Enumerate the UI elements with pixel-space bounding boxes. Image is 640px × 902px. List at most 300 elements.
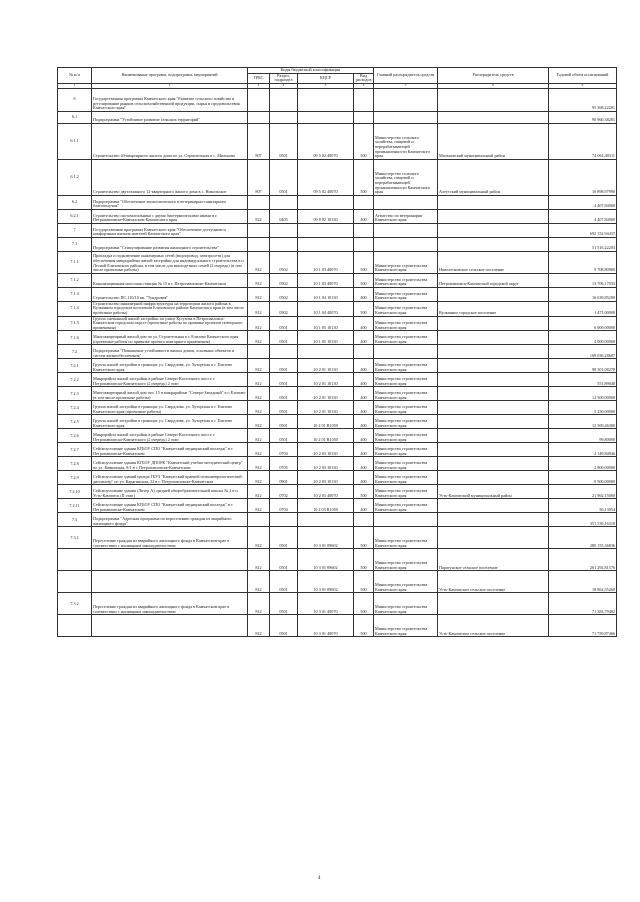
row-number: 7.2 [58, 345, 92, 359]
row-grbs: 812 [248, 401, 270, 415]
row-name [92, 571, 248, 593]
row-name: Подпрограмма "Адресная программа по переселению граждан из аварийного жилищного фонда" [92, 513, 248, 527]
row-razdel: 0501 [270, 593, 298, 615]
row-vid: 500 [354, 159, 374, 195]
row-vid [354, 237, 374, 251]
row-vid [354, 111, 374, 123]
row-grbs: 812 [248, 387, 270, 401]
row-number [58, 571, 92, 593]
row-manager: Новолесновское сельское поселение [438, 251, 549, 273]
column-index: 2 [92, 83, 248, 88]
row-main-manager [374, 88, 438, 111]
row-vid: 400 [354, 457, 374, 471]
row-manager [438, 88, 549, 111]
table-row [58, 549, 617, 571]
table-row [58, 273, 617, 287]
page-number: 4 [318, 876, 321, 881]
table-row [58, 457, 617, 471]
row-main-manager [374, 111, 438, 123]
row-amount: 261 292,81576 [549, 549, 617, 571]
row-grbs: 812 [248, 615, 270, 637]
row-manager [438, 401, 549, 415]
row-razdel: 0501 [270, 615, 298, 637]
row-amount: 21 962,15000 [549, 485, 617, 499]
row-main-manager: Министерство строительства Камчатского края [374, 499, 438, 513]
row-razdel: 0501 [270, 123, 298, 159]
row-amount: 692 152,94437 [549, 223, 617, 237]
table-row [58, 485, 617, 499]
row-razdel: 0702 [270, 485, 298, 499]
row-manager [438, 499, 549, 513]
row-main-manager: Министерство строительства Камчатского края [374, 485, 438, 499]
row-number: 6.2 [58, 195, 92, 209]
row-ktsr: 10 2 01 10130 [298, 401, 354, 415]
row-main-manager: Министерство строительства Камчатского края [374, 401, 438, 415]
row-number: 7.1.6 [58, 331, 92, 345]
table-row [58, 471, 617, 485]
row-grbs: 812 [248, 331, 270, 345]
row-razdel: 0704 [270, 499, 298, 513]
row-ktsr: 09 5 02 40070 [298, 123, 354, 159]
row-manager [438, 415, 549, 429]
table-row [58, 499, 617, 513]
row-name: Подпрограмма "Стимулирование развития жилищного строительства" [92, 237, 248, 251]
row-grbs: 812 [248, 301, 270, 316]
row-vid: 500 [354, 615, 374, 637]
table-row [58, 401, 617, 415]
header-main-manager: Главный распорядитель средств [374, 68, 438, 84]
row-amount: 99,80000 [549, 429, 617, 443]
row-main-manager [374, 345, 438, 359]
table-row [58, 316, 617, 331]
row-vid: 400 [354, 359, 374, 373]
row-main-manager: Министерство строительства Камчатского края [374, 301, 438, 316]
header-num: № п/п [58, 68, 92, 84]
header-manager: Распорядитель средств [438, 68, 549, 84]
row-manager [438, 527, 549, 549]
row-razdel: 0501 [270, 549, 298, 571]
row-ktsr: 10 2 01 10130 [298, 387, 354, 401]
row-amount: 13 706,17033 [549, 273, 617, 287]
row-ktsr [298, 237, 354, 251]
row-vid: 500 [354, 251, 374, 273]
row-ktsr: 10 1 04 10130 [298, 287, 354, 301]
row-vid: 500 [354, 549, 374, 571]
row-name: Государственная программа Камчатского края "Обеспечение доступным и комфортным жильем жителей Камчатского края" [92, 223, 248, 237]
row-main-manager: Министерство строительства Камчатского края [374, 571, 438, 593]
row-number: 7.1.2 [58, 273, 92, 287]
row-main-manager: Министерство строительства Камчатского края [374, 415, 438, 429]
row-manager: Мильковский муниципальный район [438, 123, 549, 159]
table-row [58, 359, 617, 373]
row-amount: 98 301,08278 [549, 359, 617, 373]
row-vid: 400 [354, 316, 374, 331]
row-number: 7.2.7 [58, 443, 92, 457]
row-grbs: 822 [248, 209, 270, 223]
row-razdel: 0502 [270, 273, 298, 287]
row-name: Сейсмоусиление здания (Литер А) средней общеобразовательной школы № 2 в п. Усть-Камчатск (II этап) [92, 485, 248, 499]
row-amount: 12 500,00000 [549, 387, 617, 401]
row-number: 7.2.9 [58, 471, 92, 485]
row-amount: 74 061,40311 [549, 123, 617, 159]
row-grbs: 812 [248, 549, 270, 571]
table-row [58, 429, 617, 443]
row-name: Группа жилой застройки в границах ул. Свердлова, ул. Хуторская в г. Елизово Камчатского края (проектные работы) [92, 401, 248, 415]
row-main-manager [374, 223, 438, 237]
row-vid [354, 195, 374, 209]
row-ktsr: 10 3 01 09602 [298, 527, 354, 549]
row-razdel: 0502 [270, 301, 298, 316]
row-name: Сейсмоусиление здания КГБОУ СПО "Камчатский медицинский колледж" в г. Петропавловске-Камчатском [92, 443, 248, 457]
row-razdel: 0501 [270, 401, 298, 415]
row-name: Прокладка и подключение инженерных сетей (водопровод, электросети) для обеспечения микрорайона жилой застройки для индивидуального строительства в п. Лесной Елизовского района, в том числе для многодетных семей (2 очередь) (в том числе проектные работы) [92, 251, 248, 273]
row-ktsr: 10 2 03 R1050 [298, 499, 354, 513]
row-vid: 400 [354, 429, 374, 443]
row-razdel: 0501 [270, 415, 298, 429]
row-name: Переселение граждан из аварийного жилищного фонда в Камчатском крае в соответствии с жилищным законодательством [92, 593, 248, 615]
row-number: 7 [58, 223, 92, 237]
table-row [58, 251, 617, 273]
row-manager [438, 237, 549, 251]
table-row [58, 159, 617, 195]
row-name [92, 615, 248, 637]
row-amount: 95 368,22201 [549, 88, 617, 111]
row-grbs: 812 [248, 251, 270, 273]
row-manager [438, 111, 549, 123]
row-ktsr: 10 2 01 10130 [298, 359, 354, 373]
row-name: Группа жилой застройки в границах ул. Свердлова, ул. Хуторская в г. Елизово Камчатского края [92, 359, 248, 373]
row-amount: 90 960,38201 [549, 111, 617, 123]
row-vid: 500 [354, 593, 374, 615]
row-manager: Петропавловск-Камчатский городской округ [438, 273, 549, 287]
table-row [58, 223, 617, 237]
table-row [58, 195, 617, 209]
row-razdel [270, 223, 298, 237]
table-row [58, 415, 617, 429]
row-manager [438, 429, 549, 443]
row-grbs [248, 195, 270, 209]
row-manager: Усть-Камчатский муниципальный район [438, 485, 549, 499]
row-name: Группа жилой застройки в границах ул. Свердлова, ул. Хуторская в г. Елизово Камчатского края [92, 415, 248, 429]
column-index: 9 [549, 83, 617, 88]
row-name: Подпрограмма "Устойчивое развитие сельских территорий" [92, 111, 248, 123]
row-razdel: 0501 [270, 387, 298, 401]
row-grbs [248, 237, 270, 251]
row-ktsr: 10 1 03 40070 [298, 251, 354, 273]
row-grbs: 812 [248, 429, 270, 443]
row-vid: 400 [354, 209, 374, 223]
table-row [58, 123, 617, 159]
row-main-manager: Министерство строительства Камчатского края [374, 273, 438, 287]
row-number: 7.1.1 [58, 251, 92, 273]
row-ktsr: 10 1 03 40070 [298, 273, 354, 287]
row-manager [438, 359, 549, 373]
row-vid: 500 [354, 485, 374, 499]
row-razdel [270, 237, 298, 251]
row-number: 7.2.1 [58, 359, 92, 373]
row-vid [354, 223, 374, 237]
row-number: 7.1 [58, 237, 92, 251]
row-vid [354, 345, 374, 359]
row-ktsr: 10 1 04 40070 [298, 301, 354, 316]
row-amount: 16 898,97990 [549, 159, 617, 195]
row-amount: 50,13054 [549, 499, 617, 513]
row-amount: 51 516,22203 [549, 237, 617, 251]
row-ktsr: 10 2 03 10130 [298, 443, 354, 457]
table-row [58, 345, 617, 359]
row-amount: 4 000,00000 [549, 331, 617, 345]
column-index: 5 [298, 83, 354, 88]
row-grbs [248, 88, 270, 111]
row-ktsr: 10 2 01 10130 [298, 373, 354, 387]
row-name: Строительство ПС 110/10 кв. "Тундровая" [92, 287, 248, 301]
row-number: 6 [58, 88, 92, 111]
row-ktsr: 09 8 02 10130 [298, 209, 354, 223]
row-ktsr [298, 513, 354, 527]
row-razdel: 0704 [270, 443, 298, 457]
row-name: Канализационная насосная станция № 15 в г. Петропавловске-Камчатском [92, 273, 248, 287]
row-grbs: 812 [248, 571, 270, 593]
row-manager [438, 209, 549, 223]
row-name: Строительство 40-квартирного жилого дома по ул. Строительная в с. Мильково [92, 123, 248, 159]
row-amount: 6 000,00000 [549, 316, 617, 331]
row-main-manager: Министерство сельского хозяйства, пищевой и перерабатывающей промышленности Камчатского края [374, 159, 438, 195]
header-razdel: Раздел, подраздел [270, 73, 298, 83]
table-row [58, 387, 617, 401]
row-razdel: 0501 [270, 527, 298, 549]
row-grbs [248, 345, 270, 359]
row-ktsr [298, 88, 354, 111]
table-row [58, 88, 617, 111]
row-grbs: 812 [248, 359, 270, 373]
row-manager [438, 287, 549, 301]
row-number: 6.1.1 [58, 123, 92, 159]
row-name: Сейсмоусиление зданий центра ГБУЗ "Камчатский краевой психоневрологический диспансер" по ул. Карагинская, 22 в г. Петропавловске-Камчатском [92, 471, 248, 485]
row-ktsr: 10 3 01 40070 [298, 593, 354, 615]
row-grbs: 812 [248, 485, 270, 499]
row-grbs: 812 [248, 527, 270, 549]
row-manager [438, 195, 549, 209]
row-vid: 500 [354, 571, 374, 593]
row-name: Микрорайон жилой застройки в районе Северо-Восточного шоссе г. Петропавловска-Камчатского (2 очередь) 2 этап [92, 429, 248, 443]
row-name: Строительство двухэтажного 12-квартирного жилого дома в с. Никольское [92, 159, 248, 195]
row-amount: 5 250,00000 [549, 401, 617, 415]
row-razdel: 0901 [270, 471, 298, 485]
row-main-manager: Министерство строительства Камчатского края [374, 287, 438, 301]
row-razdel: 0502 [270, 251, 298, 273]
row-razdel [270, 513, 298, 527]
header-name: Наименование программ, подпрограмм, мероприятий [92, 68, 248, 84]
row-number [58, 549, 92, 571]
row-manager [438, 345, 549, 359]
row-number: 7.2.11 [58, 499, 92, 513]
row-grbs: 812 [248, 457, 270, 471]
row-main-manager: Министерство строительства Камчатского края [374, 457, 438, 471]
row-manager [438, 331, 549, 345]
row-vid: 400 [354, 287, 374, 301]
row-amount: 551,89048 [549, 373, 617, 387]
row-amount: 4 407,84000 [549, 195, 617, 209]
row-vid [354, 88, 374, 111]
table-row [58, 373, 617, 387]
table-row [58, 111, 617, 123]
row-name: Микрорайон жилой застройки в районе Северо-Восточного шоссе г. Петропавловска-Камчатского (2 очередь) 2 этап [92, 373, 248, 387]
row-ktsr: 10 2 01 R1050 [298, 429, 354, 443]
table-row [58, 237, 617, 251]
row-number: 7.1.5 [58, 316, 92, 331]
row-amount: 1 471,00000 [549, 301, 617, 316]
row-main-manager [374, 237, 438, 251]
row-vid: 400 [354, 387, 374, 401]
row-razdel: 0501 [270, 571, 298, 593]
row-number: 7.1.4 [58, 301, 92, 316]
row-razdel: 0502 [270, 287, 298, 301]
table-row [58, 443, 617, 457]
row-amount: 18 862,55260 [549, 571, 617, 593]
row-ktsr: 10 1 05 10130 [298, 316, 354, 331]
row-number: 7.3 [58, 513, 92, 527]
row-ktsr [298, 345, 354, 359]
row-main-manager: Агентство по ветеринарии Камчатского края [374, 209, 438, 223]
row-number: 7.2.4 [58, 401, 92, 415]
header-kbk-group: Коды бюджетной классификации [248, 68, 374, 74]
row-manager [438, 457, 549, 471]
row-ktsr: 10 2 01 R1050 [298, 415, 354, 429]
table-body [58, 88, 617, 637]
header-ktsr: КЦСР [298, 73, 354, 83]
table-row [58, 527, 617, 549]
row-vid: 500 [354, 527, 374, 549]
row-razdel: 0705 [270, 457, 298, 471]
row-vid: 400 [354, 415, 374, 429]
table-row [58, 301, 617, 316]
row-amount: 280 155,36836 [549, 527, 617, 549]
row-grbs [248, 223, 270, 237]
row-name: Многоквартирный жилой дом по ул. Строительная в г. Елизово Камчатского края (проектные работы по привязке проекта повторного применения) [92, 331, 248, 345]
row-ktsr: 09 5 02 40070 [298, 159, 354, 195]
row-razdel: 0405 [270, 209, 298, 223]
row-number: 7.2.8 [58, 457, 92, 471]
row-manager [438, 373, 549, 387]
row-ktsr: 10 3 01 09602 [298, 549, 354, 571]
column-index: 7 [374, 83, 438, 88]
row-ktsr: 10 1 05 10130 [298, 331, 354, 345]
budget-table [57, 67, 617, 637]
row-manager: Вулканное городское поселение [438, 301, 549, 316]
row-razdel [270, 111, 298, 123]
row-manager [438, 443, 549, 457]
row-number: 6.1.2 [58, 159, 92, 195]
row-vid: 400 [354, 373, 374, 387]
row-vid: 500 [354, 273, 374, 287]
header-vid: Вид расходов [354, 73, 374, 83]
row-ktsr: 10 2 03 40070 [298, 485, 354, 499]
row-main-manager: Министерство сельского хозяйства, пищевой и перерабатывающей промышленности Камчатского края [374, 123, 438, 159]
row-number: 7.2.6 [58, 429, 92, 443]
row-grbs: 807 [248, 123, 270, 159]
column-index: 6 [354, 83, 374, 88]
row-number: 7.2.5 [58, 415, 92, 429]
row-razdel [270, 88, 298, 111]
table-row [58, 513, 617, 527]
row-number: 7.3.2 [58, 593, 92, 615]
table-row [58, 571, 617, 593]
row-grbs: 812 [248, 287, 270, 301]
row-number: 7.2.2 [58, 373, 92, 387]
row-name: Группа смешанной жилой застройки по улице Кутузова в Петропавловск-Камчатском городском округе (проектные работы по привязке проектов повторного применения) [92, 316, 248, 331]
row-amount: 71 383,79482 [549, 593, 617, 615]
row-name: Многоквартирный жилой дом поз. 15 в микрорайоне "Северо-Западный" в г. Елизово (в том числе проектные работы) [92, 387, 248, 401]
row-grbs: 812 [248, 471, 270, 485]
row-vid: 500 [354, 301, 374, 316]
row-manager: Паратунское сельское поселение [438, 549, 549, 571]
row-ktsr: 10 2 03 10130 [298, 457, 354, 471]
row-main-manager: Министерство строительства Камчатского края [374, 429, 438, 443]
row-vid: 500 [354, 123, 374, 159]
row-name: Подпрограмма "Обеспечение эпизоотического и ветеринарно-санитарного благополучия" [92, 195, 248, 209]
row-main-manager: Министерство строительства Камчатского края [374, 527, 438, 549]
row-manager [438, 316, 549, 331]
row-number: 7.2.3 [58, 387, 92, 401]
row-razdel: 0501 [270, 429, 298, 443]
row-name: Подпрограмма "Повышение устойчивости жилых домов, основных объектов и систем жизнеобеспечения" [92, 345, 248, 359]
row-vid [354, 513, 374, 527]
header-total: Годовой объем ассигнований [549, 68, 617, 84]
column-index: 8 [438, 83, 549, 88]
row-manager [438, 513, 549, 527]
row-main-manager [374, 195, 438, 209]
row-main-manager: Министерство строительства Камчатского края [374, 471, 438, 485]
row-main-manager: Министерство строительства Камчатского края [374, 331, 438, 345]
row-razdel: 0501 [270, 159, 298, 195]
row-amount: 4 407,84000 [549, 209, 617, 223]
row-main-manager: Министерство строительства Камчатского края [374, 615, 438, 637]
row-amount: 71 759,87466 [549, 615, 617, 637]
row-name: Сейсмоусиление здания КГБОУ СПО "Камчатский медицинский колледж" в г. Петропавловске-Камчатском [92, 499, 248, 513]
row-vid: 400 [354, 401, 374, 415]
row-ktsr: 10 3 01 09602 [298, 571, 354, 593]
row-main-manager: Министерство строительства Камчатского края [374, 443, 438, 457]
row-manager: Усть-Камчатское сельское поселение [438, 615, 549, 637]
row-ktsr [298, 195, 354, 209]
row-number: 7.2.10 [58, 485, 92, 499]
row-number: 6.2.1 [58, 209, 92, 223]
row-razdel [270, 195, 298, 209]
row-main-manager: Министерство строительства Камчатского края [374, 549, 438, 571]
row-ktsr [298, 223, 354, 237]
row-manager [438, 593, 549, 615]
row-number: 7.1.3 [58, 287, 92, 301]
row-vid: 400 [354, 471, 374, 485]
row-amount: 12 569,46300 [549, 415, 617, 429]
row-main-manager: Министерство строительства Камчатского края [374, 251, 438, 273]
row-ktsr: 10 2 03 10130 [298, 471, 354, 485]
row-vid: 400 [354, 331, 374, 345]
row-razdel: 0501 [270, 316, 298, 331]
row-amount: 9 708,80900 [549, 251, 617, 273]
row-manager [438, 223, 549, 237]
row-grbs: 812 [248, 316, 270, 331]
row-main-manager [374, 513, 438, 527]
row-main-manager: Министерство строительства Камчатского края [374, 593, 438, 615]
row-amount: 2 800,00000 [549, 457, 617, 471]
row-name: Строительство инженерной инфраструктуры на территории жилого района в Вулканном городском поселении Елизовского района Камчатского края (в том числе проектные работы) [92, 301, 248, 316]
column-index: 1 [58, 83, 92, 88]
column-index: 4 [270, 83, 298, 88]
row-grbs: 812 [248, 415, 270, 429]
row-main-manager: Министерство строительства Камчатского края [374, 387, 438, 401]
row-amount: 4 149,84946 [549, 443, 617, 457]
